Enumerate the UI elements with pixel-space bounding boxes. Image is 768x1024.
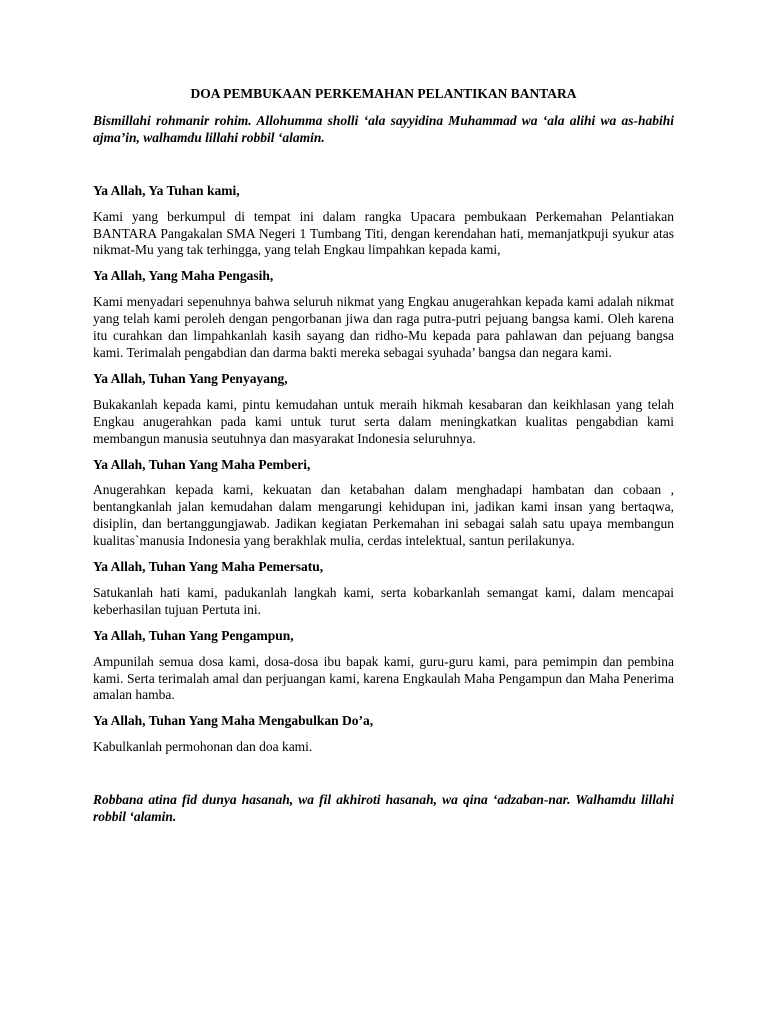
section-heading: Ya Allah, Tuhan Yang Penyayang, <box>93 370 288 386</box>
prayer-section <box>93 713 674 756</box>
section-paragraph: Bukakanlah kepada kami, pintu kemudahan untuk meraih hikmah kesabaran dan keikhlasan yang telah Engkau anugerahkan pada kami untuk turut serta dalam meningkatkan kualitas pengabdian kami membangun manusia seutuhnya dan masyarakat Indonesia seluruhnya. <box>93 396 674 446</box>
prayer-section <box>93 559 674 619</box>
prayer-section <box>93 268 674 362</box>
section-heading: Ya Allah, Tuhan Yang Maha Mengabulkan Do’a, <box>93 713 374 729</box>
document-title: DOA PEMBUKAAN PERKEMAHAN PELANTIKAN BANTARA <box>190 86 577 101</box>
section-paragraph: Kabulkanlah permohonan dan doa kami. <box>93 739 313 755</box>
prayer-section <box>93 183 674 260</box>
section-paragraph: Anugerahkan kepada kami, kekuatan dan ketabahan dalam menghadapi hambatan dan cobaan , bentangkanlah jalan kemudahan dalam mengarungi kehidupan ini, jadikan kami insan yang bertaqwa, disiplin, dan bertanggungjawab. Jadikan kegiatan Perkemahan ini sebagai salah satu upaya membangun kualitas`manusia Indonesia yang berakhlak mulia, cerdas intelektual, santun perilakunya. <box>93 482 674 549</box>
section-paragraph: Kami menyadari sepenuhnya bahwa seluruh nikmat yang Engkau anugerahkan kepada kami adalah nikmat yang telah kami peroleh dengan pengorbanan jiwa dan raga putra-putri pejuang bangsa kami. Oleh karena itu curahkan dan limpahkanlah kasih sayang dan ridho-Mu kepada para pahlawan dan pejuang bangsa kami. Terimalah pengabdian dan darma bakti mereka sebagai syuhada’ bangsa dan negara kami. <box>93 294 674 360</box>
document-page <box>93 86 674 826</box>
section-paragraph: Ampunilah semua dosa kami, dosa-dosa ibu bapak kami, guru-guru kami, para pemimpin dan pembina kami. Serta terimalah amal dan perjuangan kami, karena Engkaulah Maha Pengampun dan Maha Penerima amalan hamba. <box>93 653 674 703</box>
section-heading: Ya Allah, Yang Maha Pengasih, <box>93 268 274 284</box>
section-heading: Ya Allah, Tuhan Yang Pengampun, <box>93 627 294 643</box>
section-paragraph: Kami yang berkumpul di tempat ini dalam rangka Upacara pembukaan Perkemahan Pelantiakan BANTARA Pangakalan SMA Negeri 1 Tumbang Titi, dengan kerendahan hati, memanjatkpuji syukur atas nikmat-Mu yang tak terhingga, yang telah Engkau limpahkan kepada kami, <box>93 208 674 258</box>
prayer-section <box>93 371 674 448</box>
section-heading: Ya Allah, Ya Tuhan kami, <box>93 182 240 198</box>
section-paragraph: Satukanlah hati kami, padukanlah langkah kami, serta kobarkanlah semangat kami, dalam mencapai keberhasilan tujuan Pertuta ini. <box>93 584 674 617</box>
section-heading: Ya Allah, Tuhan Yang Maha Pemersatu, <box>93 559 324 575</box>
opening-prayer: Bismillahi rohmanir rohim. Allohumma sholli ‘ala sayyidina Muhammad wa ‘ala alihi wa as-habihi ajma’in, walhamdu lillahi robbil ‘alamin. <box>93 112 674 145</box>
prayer-section <box>93 628 674 705</box>
closing-prayer: Robbana atina fid dunya hasanah, wa fil akhiroti hasanah, wa qina ‘adzaban-nar. Walhamdu lillahi robbil ‘alamin. <box>93 792 674 825</box>
prayer-section <box>93 457 674 551</box>
section-heading: Ya Allah, Tuhan Yang Maha Pemberi, <box>93 456 311 472</box>
